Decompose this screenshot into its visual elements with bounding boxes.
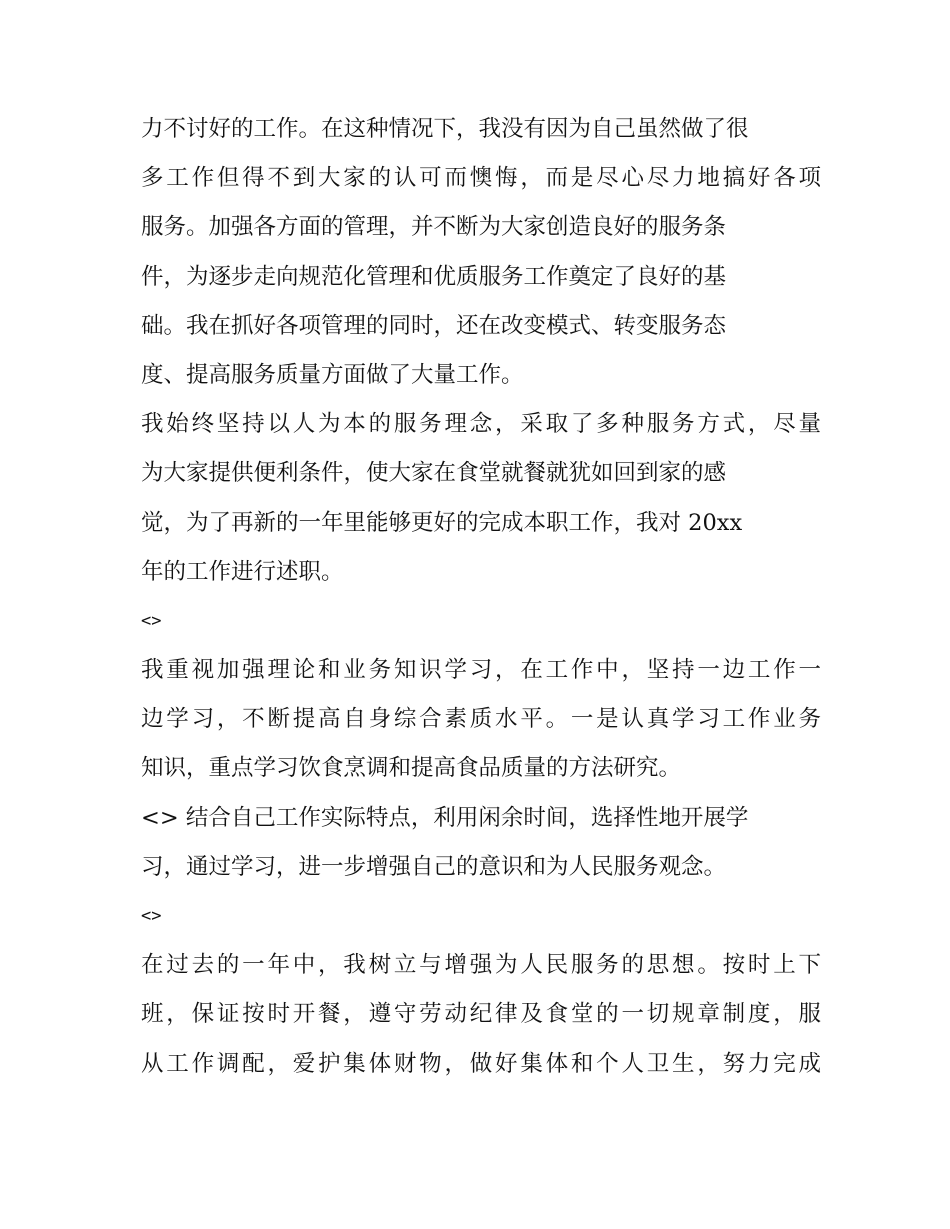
text-line: 年的工作进行述职。: [141, 558, 344, 585]
text-line: <> 结合自己工作实际特点，利用闲余时间，选择性地开展学: [141, 804, 749, 831]
document-body: [141, 105, 821, 1089]
text-line: 件，为逐步走向规范化管理和优质服务工作奠定了良好的基: [141, 263, 727, 290]
text-line: 觉，为了再新的一年里能够更好的完成本职工作，我对 20xx: [141, 509, 743, 536]
text-line: 习，通过学习，进一步增强自己的意识和为人民服务观念。: [141, 853, 727, 880]
text-line: 力不讨好的工作。在这种情况下，我没有因为自己虽然做了很: [141, 116, 749, 142]
text-line: 班，保证按时开餐，遵守劳动纪律及食堂的一切规章制度，服: [141, 1001, 821, 1028]
text-line: <>: [141, 906, 162, 926]
text-line: 我始终坚持以人为本的服务理念，采取了多种服务方式，尽量: [141, 411, 821, 438]
text-line: 知识，重点学习饮食烹调和提高食品质量的方法研究。: [141, 755, 682, 782]
text-line: 度、提高服务质量方面做了大量工作。: [141, 361, 524, 388]
text-line: <>: [141, 610, 162, 631]
text-line: 边学习，不断提高自身综合素质水平。一是认真学习工作业务: [141, 706, 821, 733]
text-line: 础。我在抓好各项管理的同时，还在改变模式、转变服务态: [141, 312, 727, 339]
text-line: 在过去的一年中，我树立与增强为人民服务的思想。按时上下: [141, 952, 821, 979]
text-line: 从工作调配，爱护集体财物，做好集体和个人卫生，努力完成: [141, 1050, 821, 1077]
text-line: 服务。加强各方面的管理，并不断为大家创造良好的服务条: [141, 214, 727, 241]
text-line: 多工作但得不到大家的认可而懊悔，而是尽心尽力地搞好各项: [141, 165, 821, 192]
text-line: 我重视加强理论和业务知识学习，在工作中，坚持一边工作一: [141, 657, 821, 684]
text-line: 为大家提供便利条件，使大家在食堂就餐就犹如回到家的感: [141, 460, 727, 487]
